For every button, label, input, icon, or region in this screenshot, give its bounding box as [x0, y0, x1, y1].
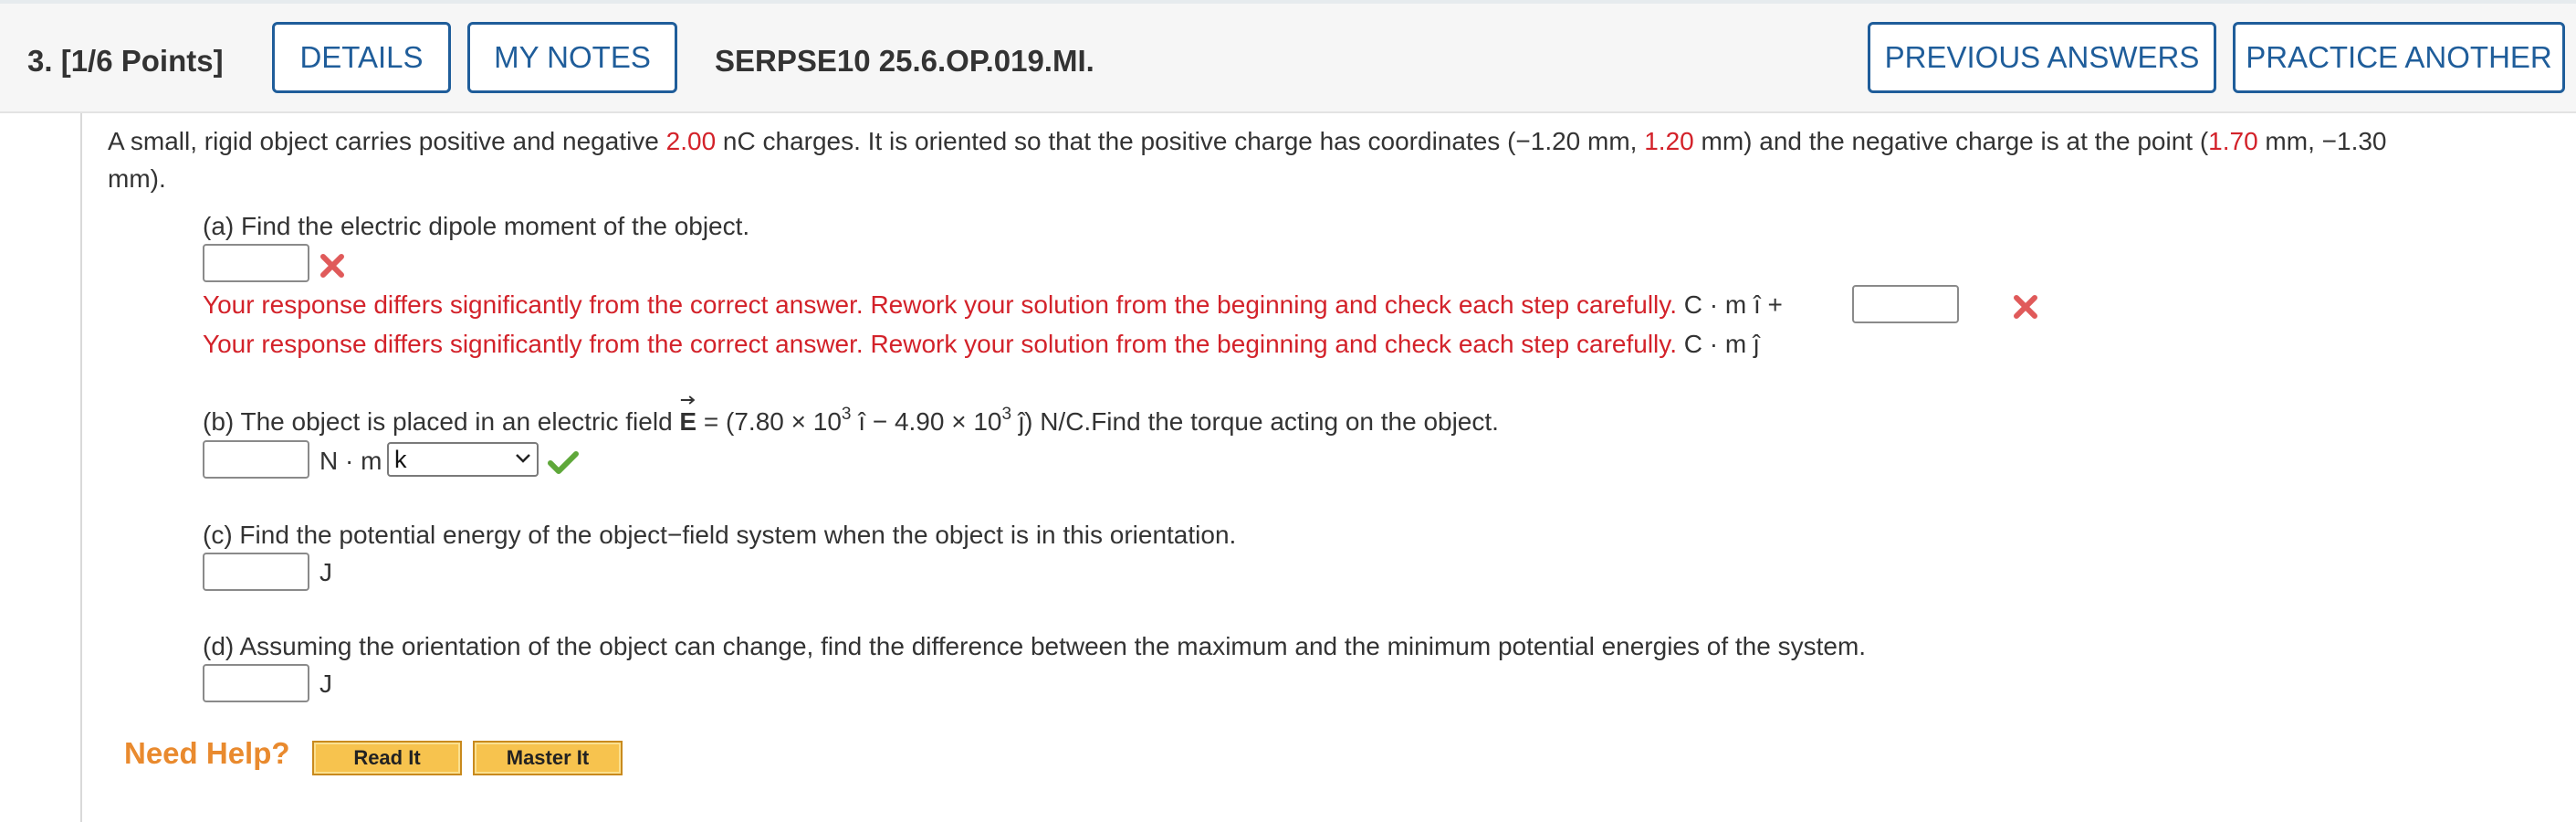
part-b-unit: N · m — [319, 447, 382, 475]
question-header — [0, 4, 2576, 113]
part-a-answer-input[interactable] — [203, 244, 309, 282]
exponent-2: 3 — [1001, 405, 1012, 424]
part-c-question: (c) Find the potential energy of the object−field system when the object is in this orientation. — [203, 521, 1237, 549]
incorrect-x-icon — [319, 252, 346, 279]
part-c-answer-input[interactable] — [203, 553, 309, 591]
details-button[interactable]: DETAILS — [272, 22, 451, 93]
electric-field-vector: E — [679, 407, 696, 437]
vector-arrow-icon — [679, 395, 696, 406]
part-a-feedback-1: Your response differs significantly from the correct answer. Rework your solution from the beginning and check each step carefully. C · m î + — [203, 290, 1783, 319]
previous-answers-button[interactable]: PREVIOUS ANSWERS — [1868, 22, 2216, 93]
content-left-rule — [80, 113, 82, 822]
need-help-label: Need Help? — [124, 736, 290, 770]
part-b-selected-direction: k — [394, 446, 407, 473]
question-points: [1/6 Points] — [60, 44, 224, 78]
positive-y-value: 1.20 — [1644, 127, 1694, 155]
part-c-unit: J — [319, 558, 332, 586]
part-b-answer-input[interactable] — [203, 440, 309, 479]
practice-another-button[interactable]: PRACTICE ANOTHER — [2233, 22, 2565, 93]
read-it-button[interactable]: Read It — [312, 741, 462, 775]
part-a-unit-j: C · m ĵ — [1676, 330, 1760, 358]
chevron-down-icon — [515, 453, 531, 464]
my-notes-button[interactable]: MY NOTES — [467, 22, 677, 93]
exponent-1: 3 — [841, 405, 852, 424]
negative-x-value: 1.70 — [2208, 127, 2258, 155]
part-b-direction-select[interactable] — [387, 442, 539, 477]
problem-statement-line-2: mm). — [108, 164, 166, 193]
part-a-question: (a) Find the electric dipole moment of the object. — [203, 212, 750, 240]
part-a-answer-j-input[interactable] — [1852, 285, 1959, 323]
charge-value: 2.00 — [665, 127, 717, 155]
problem-statement-line-1: A small, rigid object carries positive and negative 2.00 nC charges. It is oriented so that the positive charge has coordinates (−1.20 mm, 1.20 mm) and the negative charge is at the point (1.70 mm, −1.30 — [108, 127, 2387, 155]
part-b-question: (b) The object is placed in an electric field $E = (7.80 \times 10^3$ î − $4.90 \times 10^3$ ĵ) N/C.Find the torque acting on the object. — [203, 407, 1499, 437]
part-d-answer-input[interactable] — [203, 664, 309, 702]
part-d-unit: J — [319, 669, 332, 698]
incorrect-x-icon — [2012, 293, 2039, 321]
part-a-feedback-2: Your response differs significantly from the correct answer. Rework your solution from the beginning and check each step carefully. C · m ĵ — [203, 330, 1760, 358]
master-it-button[interactable]: Master It — [473, 741, 623, 775]
part-a-unit-i: C · m î + — [1676, 290, 1783, 319]
question-label — [27, 44, 224, 79]
problem-code: SERPSE10 25.6.OP.019.MI. — [715, 44, 1094, 78]
part-d-question: (d) Assuming the orientation of the object can change, find the difference between the maximum and the minimum potential energies of the system. — [203, 632, 1867, 660]
correct-check-icon — [548, 451, 579, 475]
question-number: 3. — [27, 44, 53, 78]
